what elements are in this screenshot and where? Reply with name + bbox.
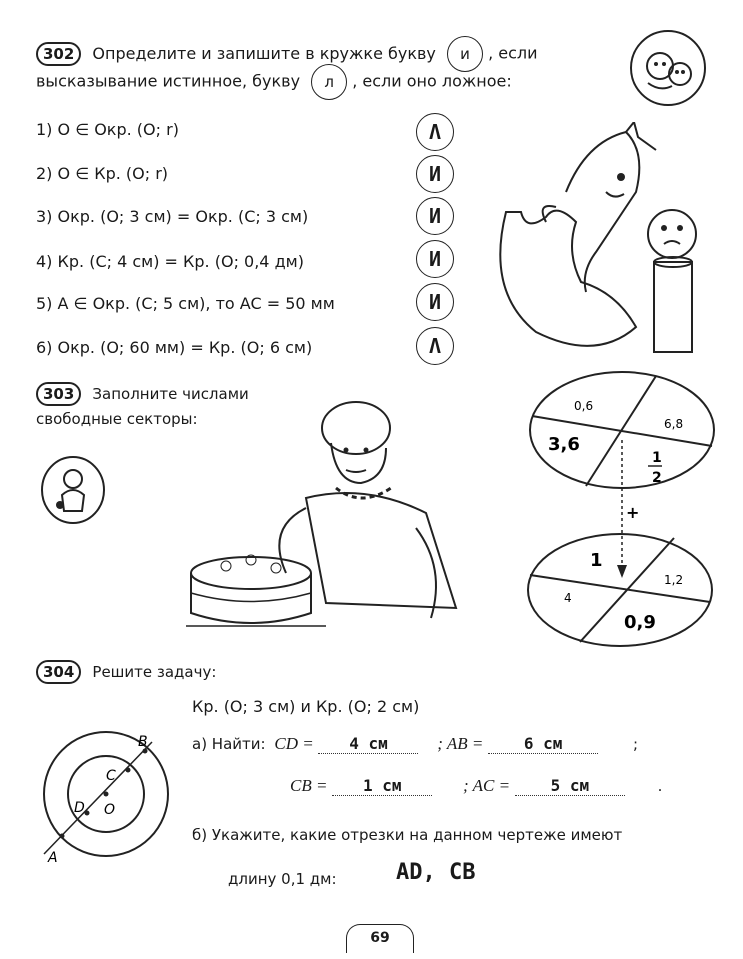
- ex302-instruction-c: высказывание истинное, букву: [36, 71, 301, 91]
- part-b-label: б) Укажите, какие отрезки на данном чертеже имеют: [192, 826, 623, 844]
- plus-sign: +: [626, 503, 640, 522]
- part-a-label: а) Найти:: [192, 735, 266, 753]
- statement-3: 3) Окр. (O; 3 см) = Окр. (C; 3 см): [36, 207, 309, 226]
- cb-label: CB =: [290, 776, 328, 795]
- ex304-title: Решите задачу:: [92, 663, 217, 681]
- point-o-label: O: [104, 802, 116, 818]
- point-b-label: B: [138, 734, 148, 750]
- top-sector-br-num: 1: [652, 450, 662, 466]
- sector-ellipses-diagram: [526, 370, 726, 650]
- character-badge-icon: [40, 455, 106, 525]
- cd-answer-field[interactable]: 4 см: [318, 734, 418, 754]
- ex304-badge: 304: [36, 660, 81, 684]
- letter-true-circle: и: [447, 36, 483, 72]
- bottom-sector-tl: 1: [590, 550, 603, 571]
- statement-5: 5) A ∈ Окр. (C; 5 см), то AC = 50 мм: [36, 294, 335, 313]
- part-a-row2: [290, 776, 662, 796]
- part-a-row1: [192, 734, 638, 754]
- answer-circle-1[interactable]: Λ: [416, 113, 454, 151]
- answer-circle-2[interactable]: И: [416, 155, 454, 193]
- ex303-line2: свободные секторы:: [36, 410, 198, 428]
- top-sector-tl: 0,6: [574, 399, 594, 413]
- part-b-label2: длину 0,1 дм:: [228, 870, 337, 888]
- statement-2: 2) O ∈ Кр. (O; r): [36, 164, 169, 183]
- row2-end: .: [657, 777, 663, 795]
- ex302-instruction-line2: [36, 64, 512, 100]
- page-number: 69: [346, 924, 414, 953]
- point-c-label: C: [106, 768, 116, 784]
- point-a-label: A: [48, 850, 58, 866]
- bottom-sector-br: 0,9: [624, 612, 656, 633]
- answer-circle-6[interactable]: Λ: [416, 327, 454, 365]
- squirrel-and-ball-illustration: [486, 122, 716, 360]
- point-d-label: D: [74, 800, 85, 816]
- ex303-line1: Заполните числами: [92, 385, 249, 403]
- concentric-circles-diagram: [34, 728, 174, 868]
- top-sector-br-den: 2: [652, 470, 662, 486]
- ex302-instruction-b: , если: [488, 43, 538, 63]
- ac-answer-field[interactable]: 5 см: [515, 776, 625, 796]
- statement-6: 6) Окр. (O; 60 мм) = Кр. (O; 6 см): [36, 338, 313, 357]
- top-sector-bl: 3,6: [548, 434, 580, 455]
- ex302-instruction-d: , если оно ложное:: [352, 71, 512, 91]
- ab-answer-field[interactable]: 6 см: [488, 734, 598, 754]
- top-sector-tr: 6,8: [664, 417, 684, 431]
- cd-label: CD =: [274, 734, 314, 753]
- characters-emblem-icon: [628, 28, 708, 108]
- ex303-badge: 303: [36, 382, 81, 406]
- statement-1: 1) O ∈ Окр. (O; r): [36, 120, 179, 139]
- woman-with-cake-illustration: [186, 388, 486, 638]
- ab-label: ; AB =: [437, 734, 484, 753]
- row1-end: ;: [632, 735, 638, 753]
- ex302-badge: 302: [36, 42, 81, 66]
- answer-circle-5[interactable]: И: [416, 283, 454, 321]
- ex304-title-line: [36, 660, 216, 684]
- answer-circle-3[interactable]: И: [416, 197, 454, 235]
- bottom-sector-tr: 1,2: [664, 573, 684, 587]
- part-b-answer[interactable]: AD, CB: [396, 860, 476, 885]
- cb-answer-field[interactable]: 1 см: [332, 776, 432, 796]
- bottom-sector-bl: 4: [564, 591, 572, 605]
- statement-4: 4) Кр. (C; 4 см) = Кр. (O; 0,4 дм): [36, 252, 304, 271]
- ex304-given: Кр. (O; 3 см) и Кр. (O; 2 см): [192, 697, 420, 716]
- ac-label: ; AC =: [463, 776, 511, 795]
- letter-false-circle: л: [311, 64, 347, 100]
- ex302-instruction-a: Определите и запишите в кружке букву: [92, 43, 436, 63]
- answer-circle-4[interactable]: И: [416, 240, 454, 278]
